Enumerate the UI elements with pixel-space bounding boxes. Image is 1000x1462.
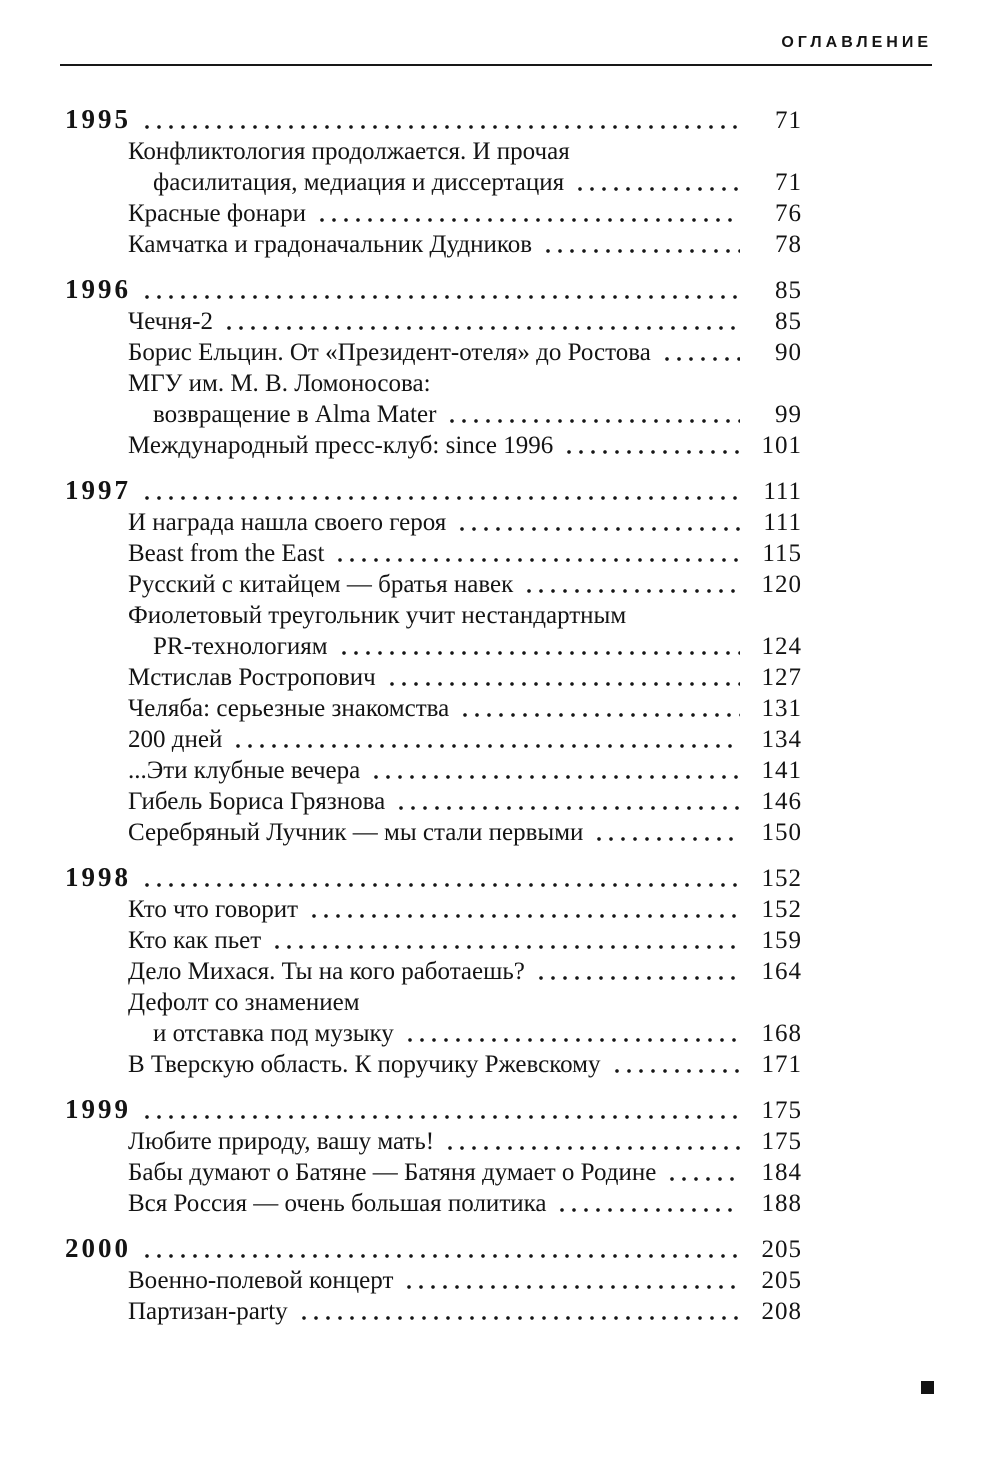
dot-leader	[223, 306, 740, 337]
dot-leader	[141, 104, 740, 136]
toc-year-row	[65, 475, 802, 507]
toc-entry-title: фасилитация, медиация и диссертация	[153, 169, 565, 196]
toc-entry-title: Военно-полевой концерт	[128, 1267, 394, 1294]
toc-page-number: 85	[775, 277, 802, 304]
dot-leader	[370, 755, 740, 786]
toc-entry-row	[65, 569, 802, 600]
toc-page-number: 168	[761, 1020, 802, 1047]
toc-entry-row	[65, 507, 802, 538]
toc-entry-title: Русский с китайцем — братья навек	[128, 571, 514, 598]
dot-leader	[141, 475, 740, 507]
dot-leader	[574, 167, 740, 198]
toc-entry-title: МГУ им. М. В. Ломоносова:	[128, 370, 431, 397]
toc-entry-title: Кто как пьет	[128, 927, 262, 954]
dot-leader	[395, 786, 740, 817]
toc-entry-row	[65, 1157, 802, 1188]
toc-page-number: 101	[761, 432, 802, 459]
end-marker-square	[921, 1381, 934, 1394]
dot-leader	[141, 1094, 740, 1126]
toc-page-number: 208	[761, 1298, 802, 1325]
toc-entry-row	[65, 1126, 802, 1157]
toc-year-row	[65, 274, 802, 306]
dot-leader	[661, 337, 740, 368]
dot-leader	[535, 956, 740, 987]
toc-entry-title: ...Эти клубные вечера	[128, 757, 361, 784]
dot-leader	[563, 430, 740, 461]
toc-page-number: 152	[761, 896, 802, 923]
toc-entry-row	[65, 538, 802, 569]
toc-entry-title: Мстислав Ростропович	[128, 664, 376, 691]
toc-page-number: 164	[761, 958, 802, 985]
toc-entry-row	[65, 786, 802, 817]
dot-leader	[141, 1233, 740, 1265]
toc-entry-title: И награда нашла своего героя	[128, 509, 447, 536]
toc-year-label: 1997	[65, 475, 131, 505]
toc-entry-row	[65, 1188, 802, 1219]
toc-year-label: 1995	[65, 104, 131, 134]
toc-entry-title: Дело Михася. Ты на кого работаешь?	[128, 958, 525, 985]
toc-entry-row	[65, 662, 802, 693]
toc-entry-row	[65, 306, 802, 337]
toc-page-number: 184	[761, 1159, 802, 1186]
toc-entry-row	[65, 430, 802, 461]
toc-entry-title: 200 дней	[128, 726, 223, 753]
toc-entry-continuation-row	[65, 167, 802, 198]
toc-page-number: 152	[761, 865, 802, 892]
toc-year-label: 1998	[65, 862, 131, 892]
toc-page-number: 120	[761, 571, 802, 598]
toc-entry-row	[65, 1049, 802, 1080]
dot-leader	[316, 198, 740, 229]
toc-entry-row	[65, 198, 802, 229]
toc-entry-title: Чечня-2	[128, 308, 213, 335]
dot-leader	[404, 1018, 740, 1049]
toc-entry-row	[65, 724, 802, 755]
toc-page-number: 131	[761, 695, 802, 722]
toc-page-number: 111	[763, 478, 802, 505]
toc-entry-title: Челяба: серьезные знакомства	[128, 695, 450, 722]
toc-page-number: 78	[775, 231, 802, 258]
dot-leader	[298, 1296, 740, 1327]
toc-page-number: 134	[761, 726, 802, 753]
toc-list	[65, 90, 802, 1327]
dot-leader	[386, 662, 740, 693]
toc-entry-continuation-row	[65, 1018, 802, 1049]
dot-leader	[666, 1157, 740, 1188]
toc-page-number: 150	[761, 819, 802, 846]
toc-entry-title: Камчатка и градоначальник Дудников	[128, 231, 533, 258]
dot-leader	[141, 862, 740, 894]
dot-leader	[556, 1188, 740, 1219]
toc-year-label: 1999	[65, 1094, 131, 1124]
dot-leader	[523, 569, 740, 600]
toc-year-label: 1996	[65, 274, 131, 304]
toc-page-number: 71	[775, 107, 802, 134]
toc-page-number: 71	[775, 169, 802, 196]
dot-leader	[338, 631, 740, 662]
toc-entry-row	[65, 337, 802, 368]
dot-leader	[611, 1049, 741, 1080]
toc-page-number: 171	[761, 1051, 802, 1078]
toc-entry-row	[65, 987, 802, 1018]
toc-page-number: 141	[761, 757, 802, 784]
toc-page-number: 188	[761, 1190, 802, 1217]
dot-leader	[542, 229, 740, 260]
toc-page-number: 124	[761, 633, 802, 660]
dot-leader	[141, 274, 740, 306]
dot-leader	[334, 538, 740, 569]
toc-page-number: 90	[775, 339, 802, 366]
toc-entry-title: PR-технологиям	[153, 633, 328, 660]
toc-year-label: 2000	[65, 1233, 131, 1263]
toc-entry-title: Борис Ельцин. От «Президент-отеля» до Ростова	[128, 339, 651, 366]
toc-entry-title: возвращение в Alma Mater	[153, 401, 437, 428]
toc-entry-title: Любите природу, вашу мать!	[128, 1128, 435, 1155]
dot-leader	[593, 817, 740, 848]
dot-leader	[446, 399, 740, 430]
toc-entry-title: и отставка под музыку	[153, 1020, 394, 1047]
toc-entry-continuation-row	[65, 399, 802, 430]
toc-entry-row	[65, 1265, 802, 1296]
toc-page-number: 76	[775, 200, 802, 227]
toc-entry-title: Кто что говорит	[128, 896, 299, 923]
toc-page-number: 175	[761, 1128, 802, 1155]
toc-entry-row	[65, 817, 802, 848]
toc-entry-row	[65, 368, 802, 399]
toc-entry-title: Гибель Бориса Грязнова	[128, 788, 386, 815]
toc-page-number: 127	[761, 664, 802, 691]
dot-leader	[456, 507, 740, 538]
dot-leader	[308, 894, 740, 925]
dot-leader	[232, 724, 740, 755]
toc-page-number: 115	[762, 540, 802, 567]
toc-entry-row	[65, 755, 802, 786]
toc-entry-row	[65, 1296, 802, 1327]
dot-leader	[271, 925, 740, 956]
toc-entry-title: Бабы думают о Батяне — Батяня думает о Родине	[128, 1159, 657, 1186]
toc-page-number: 159	[761, 927, 802, 954]
toc-entry-continuation-row	[65, 631, 802, 662]
dot-leader	[444, 1126, 740, 1157]
toc-entry-title: Дефолт со знамением	[128, 989, 360, 1016]
toc-page-number: 146	[761, 788, 802, 815]
toc-entry-title: Конфликтология продолжается. И прочая	[128, 138, 570, 165]
toc-page-number: 205	[761, 1267, 802, 1294]
toc-entry-row	[65, 894, 802, 925]
toc-year-row	[65, 104, 802, 136]
toc-entry-row	[65, 925, 802, 956]
toc-entry-row	[65, 693, 802, 724]
toc-entry-title: Фиолетовый треугольник учит нестандартным	[128, 602, 627, 629]
toc-entry-row	[65, 600, 802, 631]
toc-year-row	[65, 1233, 802, 1265]
toc-entry-title: В Тверскую область. К поручику Ржевскому	[128, 1051, 601, 1078]
toc-entry-row	[65, 229, 802, 260]
dot-leader	[459, 693, 740, 724]
toc-entry-title: Красные фонари	[128, 200, 306, 227]
toc-page-number: 85	[775, 308, 802, 335]
toc-entry-title: Международный пресс-клуб: since 1996	[128, 432, 554, 459]
page-header-title: ОГЛАВЛЕНИЕ	[781, 34, 932, 51]
toc-entry-row	[65, 956, 802, 987]
dot-leader	[403, 1265, 740, 1296]
toc-page-number: 111	[763, 509, 802, 536]
toc-year-row	[65, 862, 802, 894]
toc-entry-title: Серебряный Лучник — мы стали первыми	[128, 819, 584, 846]
toc-page-number: 205	[761, 1236, 802, 1263]
toc-entry-title: Beast from the East	[128, 540, 325, 567]
toc-page-number: 99	[775, 401, 802, 428]
header-rule	[60, 64, 932, 66]
toc-year-row	[65, 1094, 802, 1126]
toc-entry-row	[65, 136, 802, 167]
toc-entry-title: Вся Россия — очень большая политика	[128, 1190, 547, 1217]
toc-page-number: 175	[761, 1097, 802, 1124]
toc-entry-title: Партизан-party	[128, 1298, 288, 1325]
